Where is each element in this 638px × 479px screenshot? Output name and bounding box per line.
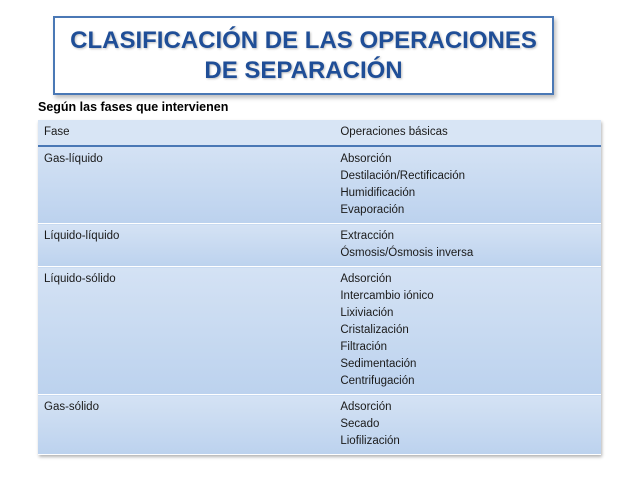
ops-cell <box>334 146 601 224</box>
fase-cell: Líquido-líquido <box>38 224 334 267</box>
op-item: Sedimentación <box>340 358 417 370</box>
op-item: Adsorción <box>340 401 392 413</box>
ops-cell <box>334 224 601 267</box>
fase-cell: Gas-sólido <box>38 395 334 455</box>
ops-cell <box>334 395 601 455</box>
table-row <box>38 267 601 395</box>
table-row <box>38 224 601 267</box>
operations-table <box>38 120 601 455</box>
op-item: Secado <box>340 418 380 430</box>
op-item: Intercambio iónico <box>340 290 434 302</box>
fase-cell: Líquido-sólido <box>38 267 334 395</box>
op-item: Filtración <box>340 341 388 353</box>
op-item: Liofilización <box>340 435 400 447</box>
table-row <box>38 146 601 224</box>
op-item: Adsorción <box>340 273 392 285</box>
op-item: Ósmosis/Ósmosis inversa <box>340 247 474 259</box>
op-item: Destilación/Rectificación <box>340 170 465 182</box>
table-row <box>38 395 601 455</box>
op-item: Humidificación <box>340 187 416 199</box>
header-fase: Fase <box>38 120 334 146</box>
page-title: CLASIFICACIÓN DE LAS OPERACIONES DE SEPARACIÓN <box>70 26 537 84</box>
header-operaciones: Operaciones básicas <box>334 120 601 146</box>
fase-cell: Gas-líquido <box>38 146 334 224</box>
op-item: Extracción <box>340 230 395 242</box>
op-item: Absorción <box>340 153 392 165</box>
op-item: Lixiviación <box>340 307 394 319</box>
ops-cell <box>334 267 601 395</box>
op-item: Centrifugación <box>340 375 415 387</box>
table-header-row <box>38 120 601 146</box>
op-item: Cristalización <box>340 324 409 336</box>
subtitle: Según las fases que intervienen <box>38 100 229 114</box>
title-box <box>53 16 554 95</box>
op-item: Evaporación <box>340 204 405 216</box>
